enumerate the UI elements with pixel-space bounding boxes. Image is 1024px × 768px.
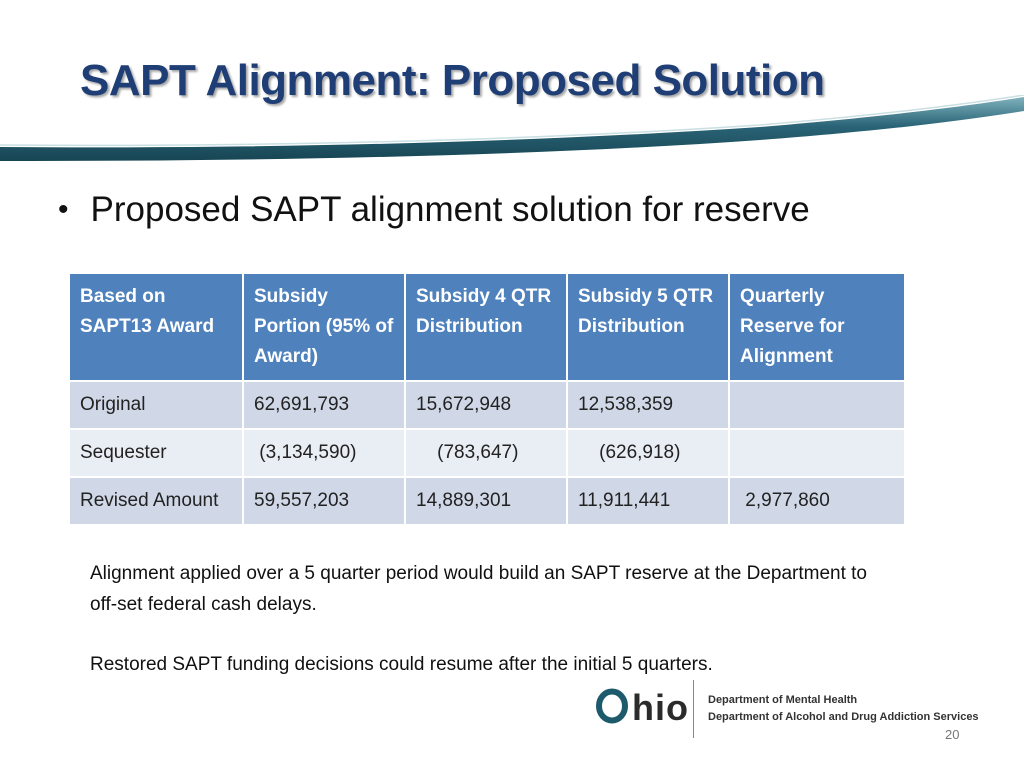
table-cell: (3,134,590) [243,429,405,477]
table-cell: 15,672,948 [405,381,567,429]
table-cell: 62,691,793 [243,381,405,429]
title-swoosh-decoration [0,95,1024,170]
slide-title: SAPT Alignment: Proposed Solution [80,56,825,105]
table-cell: 12,538,359 [567,381,729,429]
table-cell [729,381,905,429]
table-row [69,429,905,477]
table-row [69,477,905,525]
bullet-text: Proposed SAPT alignment solution for reserve [90,190,810,229]
dept-mental-health: Department of Mental Health [708,694,858,706]
table-header-cell: Subsidy Portion (95% of Award) [243,273,405,381]
dept-alcohol-drug: Department of Alcohol and Drug Addiction Services [708,711,979,723]
table-cell: 14,889,301 [405,477,567,525]
ohio-o-logo-icon [596,688,628,724]
table-cell: (783,647) [405,429,567,477]
table-cell: (626,918) [567,429,729,477]
table-cell: Original [69,381,243,429]
bullet-point [58,190,810,230]
table-header-cell: Based on SAPT13 Award [69,273,243,381]
table-cell: Revised Amount [69,477,243,525]
table-header-cell: Subsidy 5 QTR Distribution [567,273,729,381]
table-cell: 2,977,860 [729,477,905,525]
reserve-table [68,272,906,526]
restored-funding-note: Restored SAPT funding decisions could resume after the initial 5 quarters. [90,654,713,675]
bullet-dot-icon: • [58,193,69,226]
page-number: 20 [945,727,960,742]
ohio-wordmark: hio [632,687,689,728]
table-cell: 11,911,441 [567,477,729,525]
table-cell: Sequester [69,429,243,477]
logo-divider [693,680,694,738]
table-cell [729,429,905,477]
table-header-row [69,273,905,381]
table-row [69,381,905,429]
table-header-cell: Quarterly Reserve for Alignment [729,273,905,381]
alignment-note: Alignment applied over a 5 quarter period would build an SAPT reserve at the Department to off-set federal cash delays. [90,563,867,615]
table-cell: 59,557,203 [243,477,405,525]
table-header-cell: Subsidy 4 QTR Distribution [405,273,567,381]
